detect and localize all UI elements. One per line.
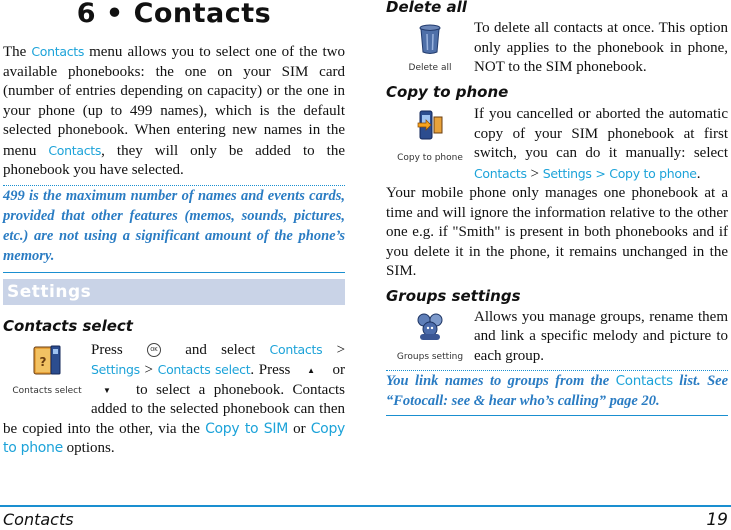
groups-note: You link names to groups from the Contacts list. See “Fotocall: see & hear who’s calling” page 20. [386, 373, 729, 409]
groups-setting-icon-caption: Groups setting [396, 351, 464, 362]
groups-icon [414, 312, 446, 342]
right-column [386, 0, 728, 416]
settings-link[interactable]: Settings [542, 165, 592, 181]
delete-all-icon-box [386, 19, 474, 79]
up-arrow-icon: ▲ [307, 365, 316, 375]
page-footer [0, 505, 731, 528]
copy-to-phone-text: If you cancelled or aborted the automatic copy of your SIM phonebook at first switch, you can do it manually: select Contacts > Settings > Copy to phone. [474, 106, 728, 182]
left-column [3, 0, 345, 459]
trash-icon [418, 23, 442, 55]
settings-link[interactable]: Settings [91, 362, 140, 377]
contacts-link[interactable]: Contacts [269, 341, 323, 357]
note-divider-bottom [3, 272, 345, 273]
section-title-settings: Settings [3, 279, 345, 305]
copy-to-phone-link[interactable]: Copy to phone [3, 420, 346, 457]
delete-all-icon-caption: Delete all [408, 63, 452, 73]
groups-settings-heading: Groups settings [386, 286, 521, 305]
delete-all-text: To delete all contacts at once. This option only applies to the phonebook in phone, NOT to the SIM phonebook. [474, 20, 728, 75]
contacts-link[interactable]: Contacts [31, 44, 85, 59]
contacts-select-heading: Contacts select [3, 316, 133, 335]
intro-paragraph: The Contacts menu allows you to select one of the two available phonebooks: the one on your SIM card (number of entries depending on capacity) or the one in your phone (up to 499 names), which is the default selected phonebook. When entering new names in the menu Contacts, they will only be added to the phonebook you have selected. [3, 44, 346, 178]
page-title: 6 • Contacts [76, 0, 272, 29]
copy-to-phone-icon [416, 109, 444, 141]
down-arrow-icon: ▼ [103, 385, 116, 395]
copy-to-phone-icon-box [386, 105, 474, 167]
memory-note: 499 is the maximum number of names and events cards, provided that other features (memos, sounds, pictures, etc.) are not using a significant amount of the phone’s memory. [3, 187, 345, 264]
copy-to-phone-icon-caption: Copy to phone [397, 153, 463, 163]
copy-to-sim-link[interactable]: Copy to SIM [205, 420, 289, 437]
copy-to-phone-heading: Copy to phone [386, 83, 509, 101]
phonebook-icon [32, 344, 62, 378]
footer-chapter: Contacts [3, 510, 74, 529]
contacts-link[interactable]: Contacts [48, 142, 102, 158]
contacts-select-icon-caption: Contacts select [12, 385, 82, 396]
footer-rule [0, 505, 731, 507]
svg-text:?: ? [39, 354, 47, 369]
copy-to-phone-link[interactable]: Copy to phone [609, 165, 697, 181]
contacts-link[interactable]: Contacts [615, 373, 673, 389]
groups-settings-text: Allows you manage groups, rename them and link a specific melody and picture to each group. [474, 308, 728, 364]
contacts-link[interactable]: Contacts [474, 165, 527, 181]
contacts-select-text: Press OK and select Contacts > Settings > Contacts select. Press ▲ or ▼ to select a phonebook. Contacts added to the selected phonebook can then be copied into the other, via the Copy to SIM or Copy to phone options. [3, 341, 346, 457]
phonebook-info-paragraph: Your mobile phone only manages one phonebook at a time and will ignore the information relative to the other one e.g. if "Smith" is present in both phonebooks and if you delete it in the phone, it remains unchanged in the SIM. [386, 185, 728, 279]
ok-key-icon: OK [147, 343, 161, 357]
contacts-select-link[interactable]: Contacts select [157, 362, 251, 377]
delete-all-heading: Delete all [386, 0, 467, 16]
groups-note-divider-bottom [386, 415, 728, 416]
contacts-select-icon-box [3, 340, 91, 404]
groups-setting-icon-box [386, 308, 474, 366]
page-number: 19 [706, 510, 728, 530]
